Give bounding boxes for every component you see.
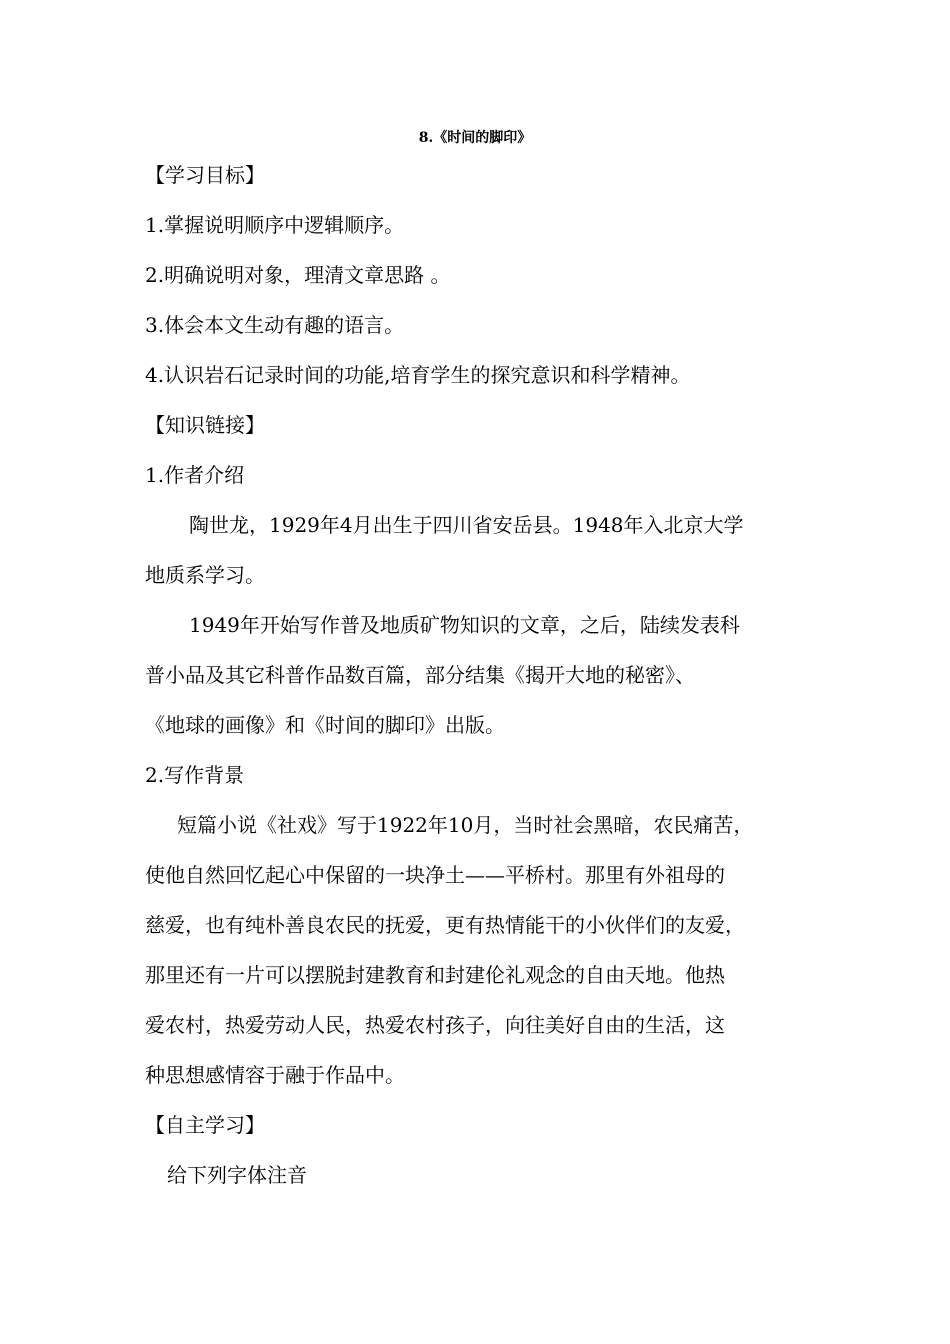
goal-item: 4.认识岩石记录时间的功能,培育学生的探究意识和科学精神。	[145, 363, 691, 387]
goal-item: 1.掌握说明顺序中逻辑顺序。	[145, 213, 405, 237]
goal-item: 2.明确说明对象，理清文章思路 。	[145, 263, 451, 287]
section-heading-knowledge-links: 【知识链接】	[145, 413, 265, 437]
author-paragraph-line: 《地球的画像》和《时间的脚印》出版。	[145, 713, 505, 737]
goal-item: 3.体会本文生动有趣的语言。	[145, 313, 405, 337]
subheading-background: 2.写作背景	[145, 763, 245, 787]
self-study-instruction: 给下列字体注音	[167, 1163, 307, 1187]
background-paragraph-line: 爱农村，热爱劳动人民，热爱农村孩子，向往美好自由的生活，这	[145, 1013, 725, 1037]
author-paragraph-line: 陶世龙，1929年4月出生于四川省安岳县。1948年入北京大学	[189, 513, 744, 537]
background-paragraph-line: 使他自然回忆起心中保留的一块净土——平桥村。那里有外祖母的	[145, 863, 725, 887]
subheading-author: 1.作者介绍	[145, 463, 245, 487]
background-paragraph-line: 慈爱，也有纯朴善良农民的抚爱，更有热情能干的小伙伴们的友爱，	[145, 913, 745, 937]
background-paragraph-line: 种思想感情容于融于作品中。	[145, 1063, 405, 1087]
section-heading-self-study: 【自主学习】	[145, 1113, 265, 1137]
background-paragraph-line: 短篇小说《社戏》写于1922年10月，当时社会黑暗，农民痛苦，	[177, 813, 754, 837]
author-paragraph-line: 1949年开始写作普及地质矿物知识的文章，之后，陆续发表科	[189, 613, 740, 637]
section-heading-learning-goals: 【学习目标】	[145, 163, 265, 187]
background-paragraph-line: 那里还有一片可以摆脱封建教育和封建伦礼观念的自由天地。他热	[145, 963, 725, 987]
author-paragraph-line: 地质系学习。	[145, 563, 265, 587]
document-title: 8.《时间的脚印》	[418, 130, 532, 146]
author-paragraph-line: 普小品及其它科普作品数百篇，部分结集《揭开大地的秘密》、	[145, 663, 695, 687]
